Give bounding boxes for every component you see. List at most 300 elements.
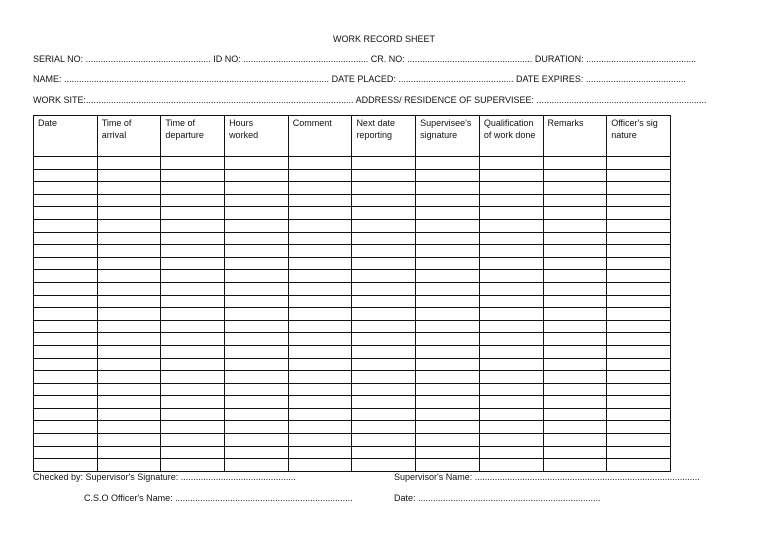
table-cell[interactable] xyxy=(97,320,161,333)
table-cell[interactable] xyxy=(352,207,416,220)
table-cell[interactable] xyxy=(352,421,416,434)
table-cell[interactable] xyxy=(352,194,416,207)
table-cell[interactable] xyxy=(97,257,161,270)
table-cell[interactable] xyxy=(352,408,416,421)
table-cell[interactable] xyxy=(97,333,161,346)
table-cell[interactable] xyxy=(34,383,98,396)
table-cell[interactable] xyxy=(97,157,161,170)
table-cell[interactable] xyxy=(288,320,352,333)
table-cell[interactable] xyxy=(543,345,607,358)
table-cell[interactable] xyxy=(225,169,289,182)
table-cell[interactable] xyxy=(34,408,98,421)
table-cell[interactable] xyxy=(97,371,161,384)
table-cell[interactable] xyxy=(352,270,416,283)
table-cell[interactable] xyxy=(34,333,98,346)
table-cell[interactable] xyxy=(161,396,225,409)
duration-field[interactable]: DURATION: ............................................ xyxy=(534,54,697,64)
table-row xyxy=(34,245,671,258)
table-cell[interactable] xyxy=(607,383,671,396)
table-cell[interactable] xyxy=(416,295,480,308)
table-cell[interactable] xyxy=(225,182,289,195)
table-cell[interactable] xyxy=(288,383,352,396)
table-cell[interactable] xyxy=(543,182,607,195)
table-cell[interactable] xyxy=(352,333,416,346)
table-cell[interactable] xyxy=(97,345,161,358)
table-cell[interactable] xyxy=(161,371,225,384)
table-cell[interactable] xyxy=(416,207,480,220)
table-cell[interactable] xyxy=(607,345,671,358)
table-cell[interactable] xyxy=(607,333,671,346)
table-cell[interactable] xyxy=(34,219,98,232)
header-row-1 xyxy=(33,54,696,64)
table-cell[interactable] xyxy=(34,257,98,270)
table-cell[interactable] xyxy=(352,358,416,371)
table-cell[interactable] xyxy=(225,257,289,270)
table-cell[interactable] xyxy=(479,358,543,371)
table-cell[interactable] xyxy=(34,295,98,308)
cso-officer-name-field[interactable]: C.S.O Officer's Name: ....................................................................... xyxy=(84,493,353,503)
table-cell[interactable] xyxy=(97,358,161,371)
table-cell[interactable] xyxy=(416,358,480,371)
table-cell[interactable] xyxy=(543,371,607,384)
table-cell[interactable] xyxy=(97,182,161,195)
table-cell[interactable] xyxy=(479,169,543,182)
table-cell[interactable] xyxy=(161,434,225,447)
table-cell[interactable] xyxy=(352,245,416,258)
table-cell[interactable] xyxy=(607,169,671,182)
table-cell[interactable] xyxy=(543,383,607,396)
table-cell[interactable] xyxy=(225,245,289,258)
supervisor-name-field[interactable]: Supervisor's Name: .......................................................................................... xyxy=(394,472,700,482)
work-site-field[interactable]: WORK SITE:........................................................................................................... xyxy=(33,95,354,105)
table-cell[interactable] xyxy=(352,434,416,447)
table-row xyxy=(34,194,671,207)
table-cell[interactable] xyxy=(352,396,416,409)
table-cell[interactable] xyxy=(607,182,671,195)
table-cell[interactable] xyxy=(543,308,607,321)
cr-no-field[interactable]: CR. NO: .................................................. xyxy=(370,54,533,64)
table-cell[interactable] xyxy=(479,295,543,308)
table-cell[interactable] xyxy=(543,358,607,371)
table-cell[interactable] xyxy=(479,396,543,409)
table-cell[interactable] xyxy=(479,408,543,421)
table-cell[interactable] xyxy=(97,295,161,308)
table-cell[interactable] xyxy=(543,270,607,283)
table-cell[interactable] xyxy=(479,182,543,195)
table-row xyxy=(34,345,671,358)
header-remarks: Remarks xyxy=(543,116,607,157)
header-supervisee-signature: Supervisee's signature xyxy=(416,116,480,157)
table-cell[interactable] xyxy=(288,257,352,270)
table-cell[interactable] xyxy=(225,219,289,232)
table-cell[interactable] xyxy=(288,157,352,170)
table-row xyxy=(34,270,671,283)
table-cell[interactable] xyxy=(34,282,98,295)
table-cell[interactable] xyxy=(161,282,225,295)
header-qualification-of-work: Qualification of work done xyxy=(479,116,543,157)
table-row xyxy=(34,371,671,384)
table-cell[interactable] xyxy=(479,434,543,447)
table-cell[interactable] xyxy=(543,333,607,346)
table-cell[interactable] xyxy=(225,333,289,346)
table-cell[interactable] xyxy=(607,232,671,245)
table-cell[interactable] xyxy=(161,169,225,182)
table-cell[interactable] xyxy=(97,282,161,295)
table-cell[interactable] xyxy=(607,459,671,472)
address-field[interactable]: ADDRESS/ RESIDENCE OF SUPERVISEE: .................................................................... xyxy=(355,95,707,105)
table-cell[interactable] xyxy=(97,245,161,258)
table-cell[interactable] xyxy=(161,320,225,333)
table-row xyxy=(34,157,671,170)
table-cell[interactable] xyxy=(97,219,161,232)
table-cell[interactable] xyxy=(416,434,480,447)
table-cell[interactable] xyxy=(543,446,607,459)
date-placed-field[interactable]: DATE PLACED: .............................................. xyxy=(331,74,514,84)
table-cell[interactable] xyxy=(607,446,671,459)
table-cell[interactable] xyxy=(479,257,543,270)
table-cell[interactable] xyxy=(352,459,416,472)
date-field[interactable]: Date: ......................................................................... xyxy=(394,493,601,503)
table-cell[interactable] xyxy=(288,295,352,308)
table-row xyxy=(34,219,671,232)
table-cell[interactable] xyxy=(607,408,671,421)
table-cell[interactable] xyxy=(607,371,671,384)
work-record-table xyxy=(33,115,671,472)
table-cell[interactable] xyxy=(543,320,607,333)
table-cell[interactable] xyxy=(352,182,416,195)
table-row xyxy=(34,169,671,182)
table-cell[interactable] xyxy=(225,421,289,434)
table-cell[interactable] xyxy=(288,408,352,421)
table-cell[interactable] xyxy=(225,308,289,321)
table-cell[interactable] xyxy=(479,245,543,258)
table-cell[interactable] xyxy=(161,308,225,321)
table-cell[interactable] xyxy=(34,371,98,384)
table-cell[interactable] xyxy=(416,308,480,321)
table-cell[interactable] xyxy=(288,434,352,447)
table-cell[interactable] xyxy=(161,157,225,170)
table-cell[interactable] xyxy=(416,333,480,346)
page-title: WORK RECORD SHEET xyxy=(332,34,435,44)
table-cell[interactable] xyxy=(97,270,161,283)
table-cell[interactable] xyxy=(288,446,352,459)
table-cell[interactable] xyxy=(225,371,289,384)
table-cell[interactable] xyxy=(288,459,352,472)
table-cell[interactable] xyxy=(225,396,289,409)
table-cell[interactable] xyxy=(416,232,480,245)
header-officer-signature: Officer's sig nature xyxy=(607,116,671,157)
table-cell[interactable] xyxy=(161,333,225,346)
table-cell[interactable] xyxy=(607,308,671,321)
table-cell[interactable] xyxy=(288,182,352,195)
header-date: Date xyxy=(34,116,98,157)
table-cell[interactable] xyxy=(225,194,289,207)
table-cell[interactable] xyxy=(543,219,607,232)
table-cell[interactable] xyxy=(34,194,98,207)
table-cell[interactable] xyxy=(288,371,352,384)
table-cell[interactable] xyxy=(416,219,480,232)
table-cell[interactable] xyxy=(416,421,480,434)
table-cell[interactable] xyxy=(161,459,225,472)
table-cell[interactable] xyxy=(97,232,161,245)
table-cell[interactable] xyxy=(543,257,607,270)
header-time-of-departure: Time of departure xyxy=(161,116,225,157)
table-cell[interactable] xyxy=(607,282,671,295)
table-cell[interactable] xyxy=(352,383,416,396)
table-cell[interactable] xyxy=(161,182,225,195)
table-cell[interactable] xyxy=(288,169,352,182)
table-cell[interactable] xyxy=(352,308,416,321)
table-cell[interactable] xyxy=(225,345,289,358)
table-cell[interactable] xyxy=(225,446,289,459)
table-cell[interactable] xyxy=(34,232,98,245)
table-cell[interactable] xyxy=(34,157,98,170)
table-cell[interactable] xyxy=(416,396,480,409)
table-cell[interactable] xyxy=(34,396,98,409)
table-cell[interactable] xyxy=(479,232,543,245)
table-cell[interactable] xyxy=(352,371,416,384)
table-cell[interactable] xyxy=(34,169,98,182)
checked-by-signature-field[interactable]: Checked by: Supervisor's Signature: .............................................. xyxy=(33,472,296,482)
table-cell[interactable] xyxy=(479,270,543,283)
table-cell[interactable] xyxy=(97,446,161,459)
table-cell[interactable] xyxy=(161,257,225,270)
table-cell[interactable] xyxy=(161,207,225,220)
table-cell[interactable] xyxy=(416,446,480,459)
table-cell[interactable] xyxy=(97,459,161,472)
table-cell[interactable] xyxy=(97,308,161,321)
table-cell[interactable] xyxy=(161,408,225,421)
table-cell[interactable] xyxy=(225,157,289,170)
table-cell[interactable] xyxy=(607,358,671,371)
table-cell[interactable] xyxy=(225,295,289,308)
table-cell[interactable] xyxy=(34,446,98,459)
table-cell[interactable] xyxy=(607,207,671,220)
table-cell[interactable] xyxy=(352,345,416,358)
table-cell[interactable] xyxy=(97,421,161,434)
table-cell[interactable] xyxy=(543,245,607,258)
table-cell[interactable] xyxy=(34,270,98,283)
table-cell[interactable] xyxy=(479,446,543,459)
table-row xyxy=(34,434,671,447)
table-row xyxy=(34,421,671,434)
table-cell[interactable] xyxy=(161,270,225,283)
header-time-of-arrival: Time of arrival xyxy=(97,116,161,157)
table-cell[interactable] xyxy=(607,396,671,409)
table-cell[interactable] xyxy=(225,282,289,295)
table-cell[interactable] xyxy=(543,194,607,207)
header-row-2 xyxy=(33,74,686,84)
table-row xyxy=(34,295,671,308)
table-cell[interactable] xyxy=(97,207,161,220)
table-cell[interactable] xyxy=(416,270,480,283)
table-cell[interactable] xyxy=(607,421,671,434)
table-cell[interactable] xyxy=(34,421,98,434)
table-cell[interactable] xyxy=(161,245,225,258)
table-row xyxy=(34,308,671,321)
table-cell[interactable] xyxy=(34,358,98,371)
table-cell[interactable] xyxy=(225,320,289,333)
table-cell[interactable] xyxy=(352,320,416,333)
table-cell[interactable] xyxy=(479,421,543,434)
table-cell[interactable] xyxy=(479,282,543,295)
table-cell[interactable] xyxy=(479,194,543,207)
table-cell[interactable] xyxy=(288,333,352,346)
table-cell[interactable] xyxy=(352,446,416,459)
table-cell[interactable] xyxy=(607,270,671,283)
table-cell[interactable] xyxy=(607,245,671,258)
table-cell[interactable] xyxy=(97,169,161,182)
table-cell[interactable] xyxy=(34,207,98,220)
table-cell[interactable] xyxy=(543,232,607,245)
table-cell[interactable] xyxy=(161,446,225,459)
table-cell[interactable] xyxy=(416,408,480,421)
table-cell[interactable] xyxy=(97,194,161,207)
table-row xyxy=(34,320,671,333)
table-cell[interactable] xyxy=(288,396,352,409)
table-cell[interactable] xyxy=(416,169,480,182)
table-cell[interactable] xyxy=(288,194,352,207)
table-cell[interactable] xyxy=(97,396,161,409)
table-cell[interactable] xyxy=(479,219,543,232)
table-cell[interactable] xyxy=(225,383,289,396)
header-comment: Comment xyxy=(288,116,352,157)
table-cell[interactable] xyxy=(288,421,352,434)
table-cell[interactable] xyxy=(479,333,543,346)
table-cell[interactable] xyxy=(543,434,607,447)
table-cell[interactable] xyxy=(352,232,416,245)
table-cell[interactable] xyxy=(543,207,607,220)
table-cell[interactable] xyxy=(416,194,480,207)
table-cell[interactable] xyxy=(543,459,607,472)
table-cell[interactable] xyxy=(479,207,543,220)
table-row xyxy=(34,408,671,421)
table-cell[interactable] xyxy=(352,157,416,170)
table-cell[interactable] xyxy=(543,282,607,295)
table-cell[interactable] xyxy=(161,383,225,396)
table-cell[interactable] xyxy=(161,194,225,207)
table-cell[interactable] xyxy=(607,194,671,207)
table-cell[interactable] xyxy=(416,371,480,384)
table-cell[interactable] xyxy=(288,232,352,245)
table-cell[interactable] xyxy=(607,320,671,333)
table-cell[interactable] xyxy=(416,182,480,195)
table-row xyxy=(34,358,671,371)
table-cell[interactable] xyxy=(416,345,480,358)
table-cell[interactable] xyxy=(34,182,98,195)
table-cell[interactable] xyxy=(607,257,671,270)
table-row xyxy=(34,446,671,459)
table-cell[interactable] xyxy=(543,157,607,170)
table-cell[interactable] xyxy=(288,270,352,283)
table-cell[interactable] xyxy=(416,459,480,472)
table-cell[interactable] xyxy=(543,421,607,434)
table-cell[interactable] xyxy=(607,157,671,170)
table-cell[interactable] xyxy=(543,408,607,421)
table-cell[interactable] xyxy=(225,358,289,371)
table-cell[interactable] xyxy=(479,383,543,396)
table-cell[interactable] xyxy=(161,421,225,434)
table-cell[interactable] xyxy=(479,320,543,333)
header-hours-worked: Hours worked xyxy=(225,116,289,157)
table-cell[interactable] xyxy=(479,459,543,472)
table-cell[interactable] xyxy=(34,345,98,358)
table-cell[interactable] xyxy=(161,295,225,308)
table-cell[interactable] xyxy=(34,459,98,472)
table-cell[interactable] xyxy=(34,320,98,333)
table-cell[interactable] xyxy=(416,257,480,270)
table-cell[interactable] xyxy=(161,345,225,358)
table-cell[interactable] xyxy=(34,434,98,447)
table-cell[interactable] xyxy=(607,295,671,308)
table-cell[interactable] xyxy=(225,207,289,220)
table-cell[interactable] xyxy=(416,320,480,333)
table-cell[interactable] xyxy=(225,408,289,421)
table-cell[interactable] xyxy=(97,408,161,421)
table-cell[interactable] xyxy=(479,308,543,321)
table-cell[interactable] xyxy=(543,295,607,308)
table-row xyxy=(34,257,671,270)
table-cell[interactable] xyxy=(352,282,416,295)
table-row xyxy=(34,333,671,346)
table-row xyxy=(34,182,671,195)
table-cell[interactable] xyxy=(416,383,480,396)
table-cell[interactable] xyxy=(288,282,352,295)
table-cell[interactable] xyxy=(97,383,161,396)
table-row xyxy=(34,396,671,409)
table-cell[interactable] xyxy=(416,157,480,170)
table-cell[interactable] xyxy=(225,459,289,472)
table-cell[interactable] xyxy=(288,308,352,321)
table-cell[interactable] xyxy=(416,245,480,258)
table-cell[interactable] xyxy=(34,245,98,258)
table-cell[interactable] xyxy=(288,345,352,358)
id-no-field[interactable]: ID NO: .................................................. xyxy=(213,54,369,64)
table-cell[interactable] xyxy=(97,434,161,447)
name-field[interactable]: NAME: .......................................................................................................... xyxy=(33,74,330,84)
table-cell[interactable] xyxy=(543,169,607,182)
table-cell[interactable] xyxy=(161,358,225,371)
serial-no-field[interactable]: SERIAL NO: .................................................. xyxy=(33,54,211,64)
header-row-3 xyxy=(33,95,707,105)
table-cell[interactable] xyxy=(352,169,416,182)
table-cell[interactable] xyxy=(479,345,543,358)
table-cell[interactable] xyxy=(288,219,352,232)
table-cell[interactable] xyxy=(607,434,671,447)
table-cell[interactable] xyxy=(607,219,671,232)
table-cell[interactable] xyxy=(225,232,289,245)
table-cell[interactable] xyxy=(352,219,416,232)
table-cell[interactable] xyxy=(479,157,543,170)
table-row xyxy=(34,207,671,220)
date-expires-field[interactable]: DATE EXPIRES: ........................................ xyxy=(515,74,686,84)
table-cell[interactable] xyxy=(543,396,607,409)
table-cell[interactable] xyxy=(225,434,289,447)
table-cell[interactable] xyxy=(416,282,480,295)
table-cell[interactable] xyxy=(288,245,352,258)
table-cell[interactable] xyxy=(225,270,289,283)
table-cell[interactable] xyxy=(288,358,352,371)
table-body xyxy=(34,157,671,472)
table-cell[interactable] xyxy=(479,371,543,384)
table-cell[interactable] xyxy=(352,295,416,308)
table-row xyxy=(34,383,671,396)
table-cell[interactable] xyxy=(34,308,98,321)
table-cell[interactable] xyxy=(288,207,352,220)
table-cell[interactable] xyxy=(161,219,225,232)
table-cell[interactable] xyxy=(161,232,225,245)
table-cell[interactable] xyxy=(352,257,416,270)
